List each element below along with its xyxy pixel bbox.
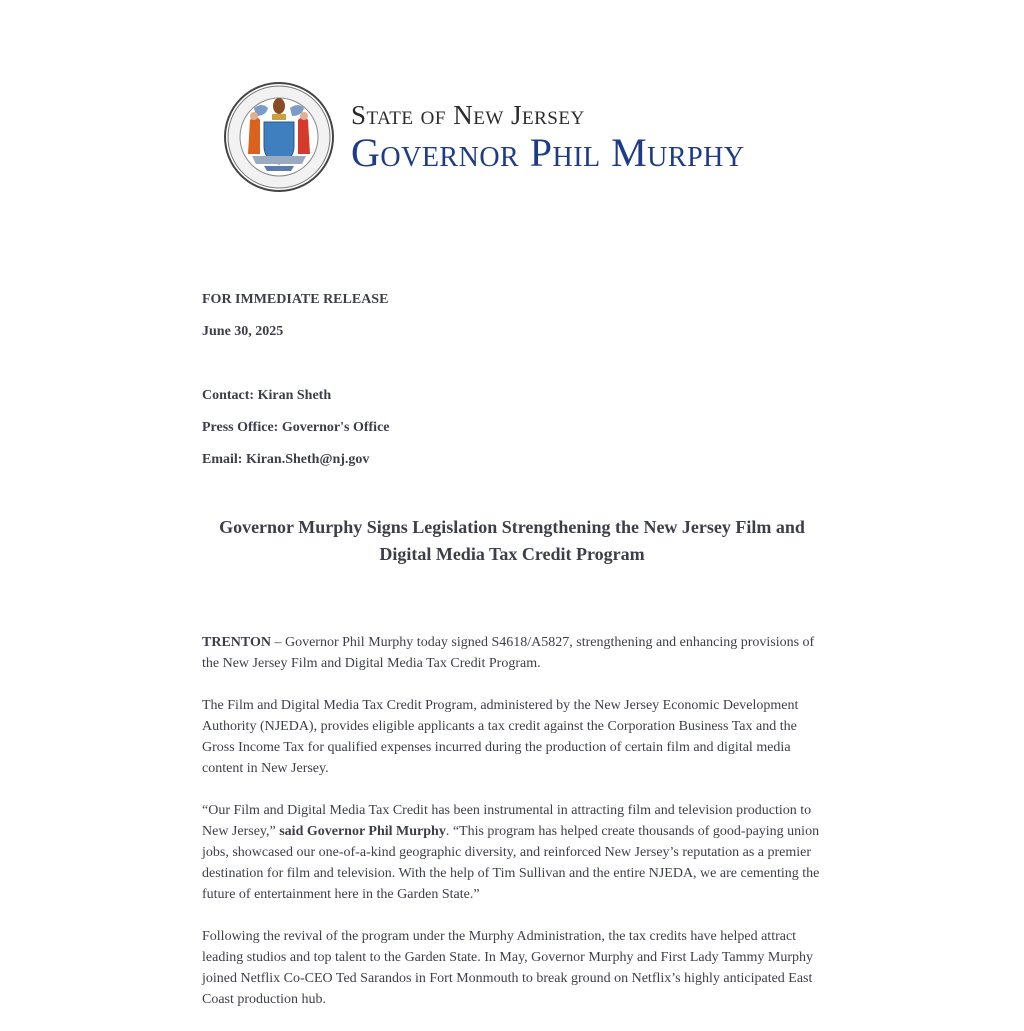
paragraph-2: The Film and Digital Media Tax Credit Program, administered by the New Jersey Economic Development Authority (NJEDA), provides eligible applicants a tax credit against the Corporation Business Tax and the Gross Income Tax for qualified expenses incurred during the production of certain film and digital media content in New Jersey. (202, 698, 799, 776)
governor-name: Governor Phil Murphy (351, 130, 745, 175)
contact-email: Email: Kiran.Sheth@nj.gov (202, 452, 370, 467)
quote-part-2: . “This program has helped create thousands of good-paying union jobs, showcased our one-of-a-kind geographic diversity, and reinforced New Jersey’s reputation as a premier destination for film and television. With the help of Tim Sullivan and the entire NJEDA, we are cementing the future of entertainment here in the Garden State.” (202, 824, 820, 902)
paragraph-4: Following the revival of the program under the Murphy Administration, the tax credits have helped attract leading studios and top talent to the Garden State. In May, Governor Murphy and First Lady Tammy Murphy joined Netflix Co-CEO Ted Sarandos in Fort Monmouth to break ground on Netflix’s highly anticipated East Coast production hub. (202, 929, 814, 1007)
page-title (202, 514, 822, 568)
release-label: FOR IMMEDIATE RELEASE (202, 292, 389, 307)
contact-name: Contact: Kiran Sheth (202, 388, 332, 403)
release-date: June 30, 2025 (202, 324, 284, 339)
state-name: State of New Jersey (351, 100, 585, 130)
title-line-2: Digital Media Tax Credit Program (379, 544, 645, 564)
title-line-1: Governor Murphy Signs Legislation Strengthening the New Jersey Film and (219, 517, 805, 537)
brand-wordmark (351, 100, 745, 174)
nj-state-seal-icon (224, 82, 334, 192)
quote-attribution: said Governor Phil Murphy (279, 824, 446, 839)
letterhead (224, 82, 804, 194)
press-office: Press Office: Governor's Office (202, 420, 390, 435)
paragraph-1 (202, 632, 827, 674)
quote-part-1: “Our Film and Digital Media Tax Credit has been instrumental in attracting film and television production to New Jersey,” (202, 803, 812, 839)
article-body (202, 632, 827, 1031)
paragraph-1-text: – Governor Phil Murphy today signed S4618/A5827, strengthening and enhancing provisions of the New Jersey Film and Digital Media Tax Credit Program. (202, 635, 815, 671)
dateline: TRENTON (202, 635, 271, 650)
paragraph-3 (202, 800, 827, 905)
